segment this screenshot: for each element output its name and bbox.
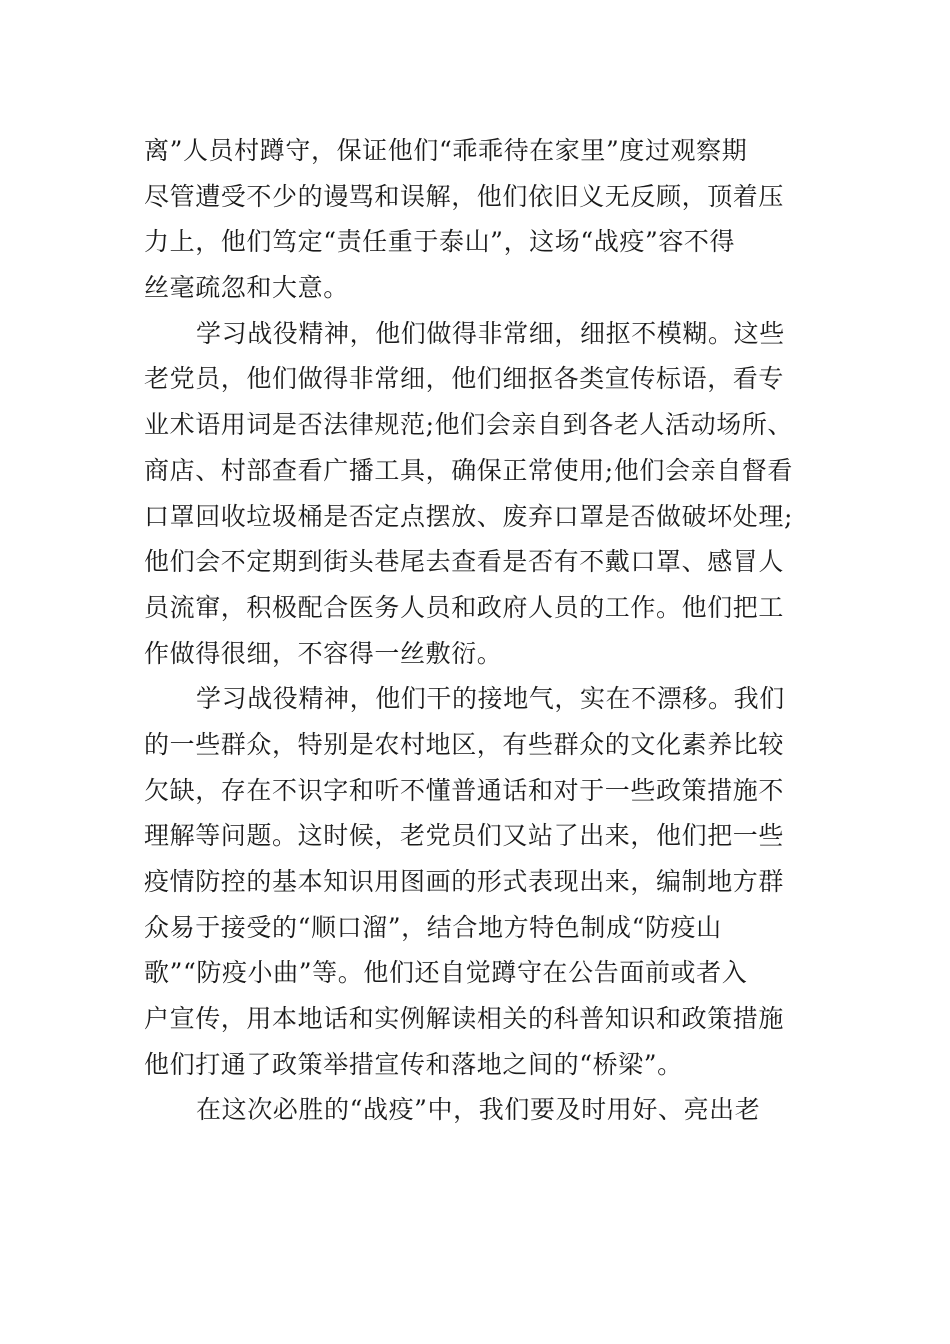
text-line: 疫情防控的基本知识用图画的形式表现出来，编制地方群 <box>144 867 785 896</box>
text-line: 业术语用词是否法律规范;他们会亲自到各老人活动场所、 <box>144 410 794 440</box>
body-text <box>144 128 814 1133</box>
text-line: 欠缺，存在不识字和听不懂普通话和对于一些政策措施不 <box>144 775 785 805</box>
text-line: 他们会不定期到街头巷尾去查看是否有不戴口罩、感冒人 <box>144 547 785 577</box>
text-line: 离”人员村蹲守，保证他们“乖乖待在家里”度过观察期 <box>144 136 748 165</box>
text-line: 员流窜，积极配合医务人员和政府人员的工作。他们把工 <box>144 592 785 622</box>
text-line: 理解等问题。这时候，老党员们又站了出来，他们把一些 <box>144 821 785 851</box>
text-line: 力上，他们笃定“责任重于泰山”，这场“战疫”容不得 <box>144 227 736 257</box>
text-line: 老党员，他们做得非常细，他们细抠各类宣传标语，看专 <box>144 364 785 394</box>
text-line: 尽管遭受不少的谩骂和误解，他们依旧义无反顾，顶着压 <box>144 181 785 211</box>
text-line: 口罩回收垃圾桶是否定点摆放、废弃口罩是否做破坏处理; <box>144 501 794 531</box>
paragraph-first-line: 学习战役精神，他们做得非常细，细抠不模糊。这些 <box>196 318 785 348</box>
text-line: 众易于接受的“顺口溜”，结合地方特色制成“防疫山 <box>144 912 722 942</box>
text-line: 户宣传，用本地话和实例解读相关的科普知识和政策措施 <box>144 1004 785 1034</box>
text-line: 的一些群众，特别是农村地区，有些群众的文化素养比较 <box>144 729 785 759</box>
paragraph-first-line: 在这次必胜的“战疫”中，我们要及时用好、亮出老 <box>196 1095 761 1125</box>
text-line: 他们打通了政策举措宣传和落地之间的“桥梁”。 <box>144 1049 683 1079</box>
paragraph-first-line: 学习战役精神，他们干的接地气，实在不漂移。我们 <box>196 684 785 714</box>
text-line: 商店、村部查看广播工具，确保正常使用;他们会亲自督看 <box>144 455 794 485</box>
text-line: 丝毫疏忽和大意。 <box>144 273 349 303</box>
text-line: 歌”“防疫小曲”等。他们还自觉蹲守在公告面前或者入 <box>144 958 748 988</box>
text-line: 作做得很细，不容得一丝敷衍。 <box>144 638 503 668</box>
